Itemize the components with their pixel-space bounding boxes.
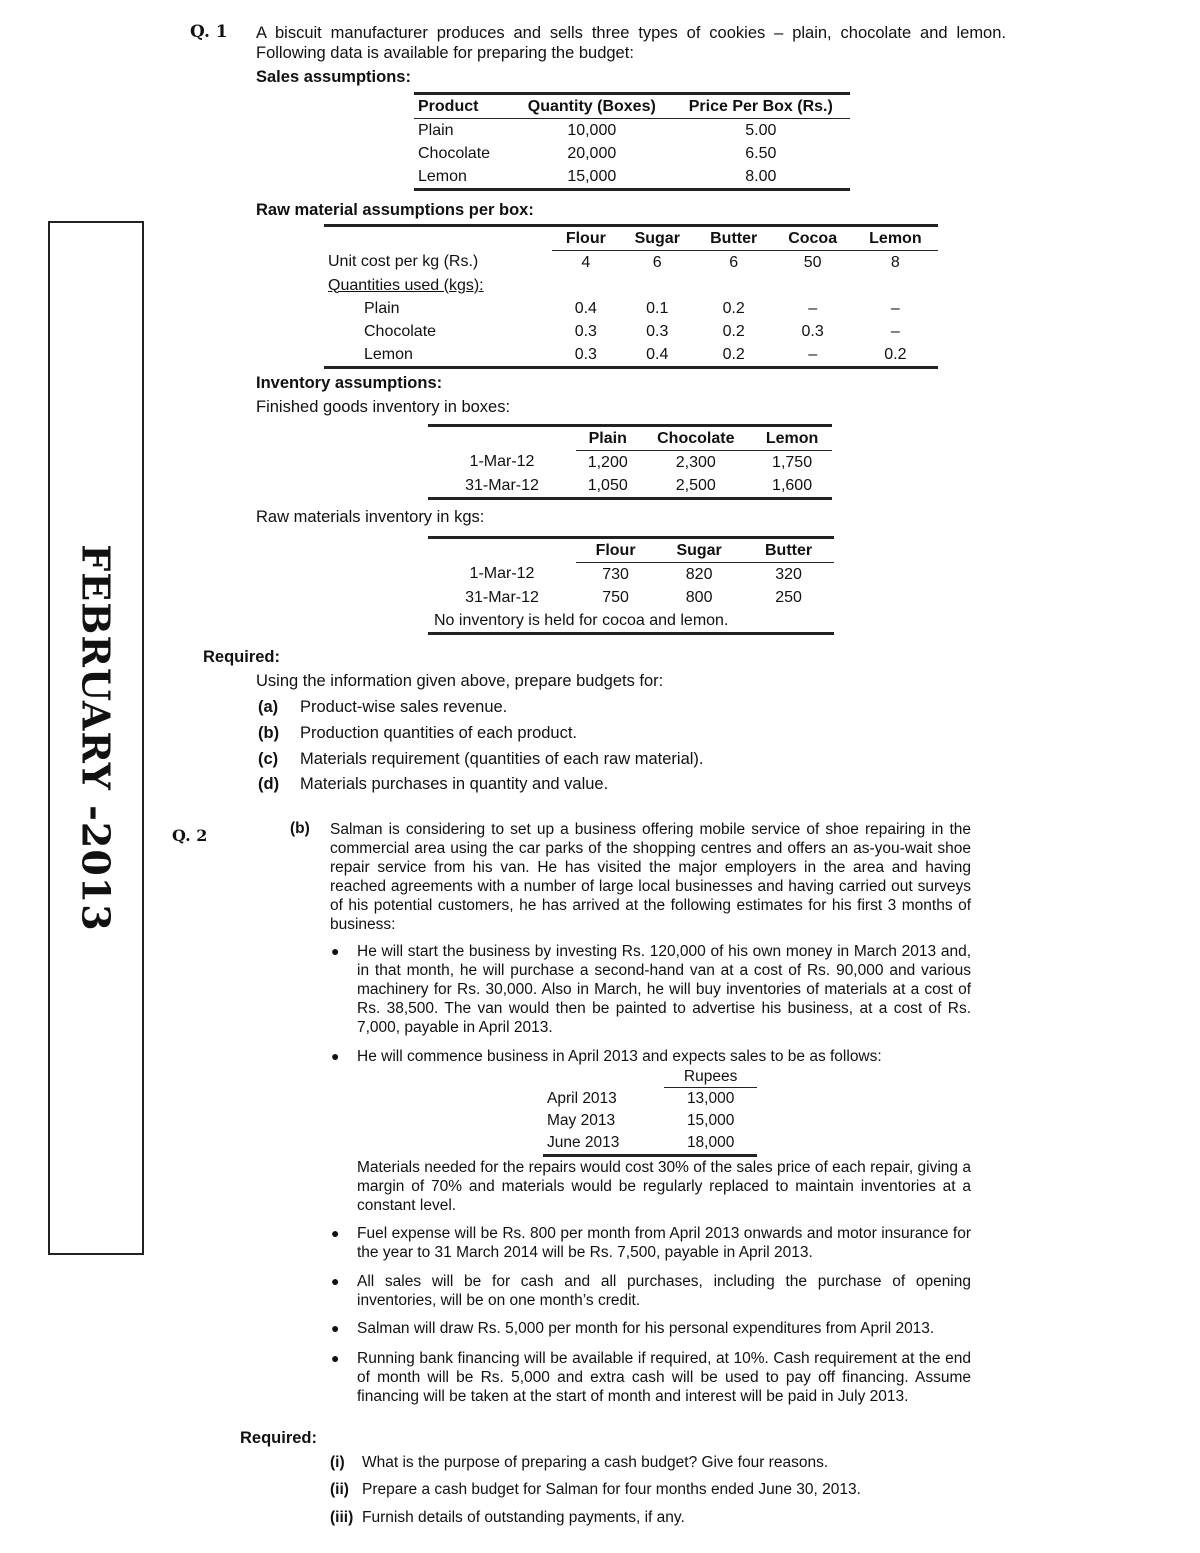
table-cell: 0.3 xyxy=(646,322,669,340)
q2-req-label-ii: (ii) xyxy=(330,1481,349,1498)
raw-materials-inventory-table xyxy=(428,536,834,635)
monthly-sales-table xyxy=(543,1067,757,1157)
q2-bullet-6: Running bank financing will be available if required, at 10%. Cash requirement at the end of month will be Rs. 5,000 and extra cash will be used to pay off financing. Assume financing will be taken at the start of month and interest will be paid in July 2013. xyxy=(357,1350,971,1405)
q2-req-text-iii: Furnish details of outstanding payments, if any. xyxy=(362,1509,685,1526)
table-cell: 2,500 xyxy=(675,476,716,494)
q1-inventory-heading: Inventory assumptions: xyxy=(256,374,443,392)
q1-required-intro: Using the information given above, prepare budgets for: xyxy=(256,672,664,690)
q1-req-label-d: (d) xyxy=(258,775,280,793)
table-cell: – xyxy=(808,345,818,363)
raw-col-cocoa: Cocoa xyxy=(773,226,853,251)
table-cell: 0.2 xyxy=(722,322,745,340)
table-cell: Plain xyxy=(364,299,400,317)
table-cell: 0.2 xyxy=(884,345,907,363)
table-cell: June 2013 xyxy=(547,1134,620,1151)
table-cell: 8.00 xyxy=(745,167,777,185)
bullet-icon: ● xyxy=(331,1048,340,1064)
sales-col-price: Price Per Box (Rs.) xyxy=(672,94,850,119)
side-label-box xyxy=(48,221,144,1255)
table-cell: 750 xyxy=(602,588,629,606)
q2-bullet-5: Salman will draw Rs. 5,000 per month for his personal expenditures from April 2013. xyxy=(357,1320,935,1337)
bullet-icon: ● xyxy=(331,1350,340,1366)
table-cell: Lemon xyxy=(364,345,413,363)
table-cell: 0.1 xyxy=(646,299,669,317)
fg-col-plain: Plain xyxy=(576,426,639,451)
q2-req-text-ii: Prepare a cash budget for Salman for four months ended June 30, 2013. xyxy=(362,1481,861,1498)
table-cell: 5.00 xyxy=(745,121,777,139)
table-row xyxy=(414,119,850,143)
table-row xyxy=(324,343,938,368)
table-row xyxy=(428,609,834,634)
q1-required-heading: Required: xyxy=(203,648,281,666)
raw-col-blank xyxy=(324,226,552,251)
table-cell: Plain xyxy=(418,121,454,139)
table-row xyxy=(414,165,850,190)
table-cell: 18,000 xyxy=(686,1134,735,1151)
table-cell: 20,000 xyxy=(567,144,617,162)
side-label: FEBRUARY -2013 xyxy=(73,544,119,932)
table-cell: May 2013 xyxy=(547,1112,616,1129)
table-cell: 31-Mar-12 xyxy=(465,588,539,606)
q1-fg-label: Finished goods inventory in boxes: xyxy=(256,398,511,416)
table-cell: 6 xyxy=(652,253,662,271)
q1-req-text-d: Materials purchases in quantity and value. xyxy=(300,775,609,793)
q2-bullet-1: He will start the business by investing Rs. 120,000 of his own money in March 2013 and, in that month, he will purchase a second-hand van at a cost of Rs. 90,000 and various machinery for Rs. 30,000. Also in March, he will buy inventories of materials at a cost of Rs. 38,500. The van would then be painted to advertise his business, at a cost of Rs. 7,000, payable in April 2013. xyxy=(357,943,971,1036)
q2-intro: Salman is considering to set up a business offering mobile service of shoe repairing in the commercial area using the car parks of the shopping centres and offers an as-you-wait shoe repair service from his van. He has visited the major employers in the area and having reached agreements with a number of large local businesses and having carried out surveys of his potential customers, he has arrived at the following estimates for his first 3 months of business: xyxy=(330,821,971,933)
table-cell: Chocolate xyxy=(364,322,437,340)
table-cell: 0.3 xyxy=(801,322,824,340)
table-cell: 730 xyxy=(602,565,629,583)
unit-cost-label: Unit cost per kg (Rs.) xyxy=(328,253,479,271)
table-cell: 15,000 xyxy=(686,1112,735,1129)
table-row xyxy=(414,142,850,165)
q1-req-text-b: Production quantities of each product. xyxy=(300,724,578,742)
table-row xyxy=(324,320,938,343)
bullet-icon: ● xyxy=(331,1320,340,1336)
bullet-icon: ● xyxy=(331,1225,340,1241)
q1-req-label-a: (a) xyxy=(258,698,279,716)
q1-req-text-c: Materials requirement (quantities of each raw material). xyxy=(300,750,704,768)
q2-req-label-iii: (iii) xyxy=(330,1509,354,1526)
table-cell: 0.2 xyxy=(722,345,745,363)
table-cell: 4 xyxy=(581,253,591,271)
table-cell: 0.3 xyxy=(574,322,597,340)
sales-table xyxy=(414,92,850,191)
rm-note: No inventory is held for cocoa and lemon. xyxy=(434,611,729,629)
table-cell: 0.4 xyxy=(646,345,669,363)
table-cell: 320 xyxy=(775,565,802,583)
table-row xyxy=(428,474,832,499)
table-cell: 31-Mar-12 xyxy=(465,476,539,494)
table-cell: 800 xyxy=(685,588,713,606)
fg-col-lemon: Lemon xyxy=(752,426,832,451)
q2-required-heading: Required: xyxy=(240,1429,318,1447)
table-cell: 1,200 xyxy=(587,453,628,471)
quantities-used-label: Quantities used (kgs): xyxy=(328,276,484,294)
q1-intro: A biscuit manufacturer produces and sells three types of cookies – plain, chocolate and lemon. Following data is available for preparing the budget: xyxy=(256,24,1006,62)
ms-col-rupees: Rupees xyxy=(664,1067,757,1088)
raw-col-flour: Flour xyxy=(552,226,620,251)
raw-col-lemon: Lemon xyxy=(853,226,938,251)
q1-raw-heading: Raw material assumptions per box: xyxy=(256,201,534,219)
fg-col-chocolate: Chocolate xyxy=(639,426,752,451)
rm-col-butter: Butter xyxy=(743,538,834,563)
table-cell: 1,750 xyxy=(772,453,813,471)
q1-req-label-c: (c) xyxy=(258,750,279,768)
table-cell: 0.3 xyxy=(574,345,597,363)
raw-col-butter: Butter xyxy=(695,226,773,251)
bullet-icon: ● xyxy=(331,943,340,959)
q1-sales-heading: Sales assumptions: xyxy=(256,68,411,86)
q2-req-label-i: (i) xyxy=(330,1454,345,1471)
table-cell: 8 xyxy=(890,253,900,271)
table-row xyxy=(324,297,938,320)
table-cell: 13,000 xyxy=(686,1090,735,1107)
q2-bullet-4: All sales will be for cash and all purchases, including the purchase of opening inventories, will be on one month’s credit. xyxy=(357,1273,971,1309)
table-row xyxy=(543,1110,757,1132)
table-cell: April 2013 xyxy=(547,1089,617,1107)
table-cell: 1-Mar-12 xyxy=(469,453,535,471)
table-cell: 1-Mar-12 xyxy=(469,565,535,583)
table-cell: – xyxy=(890,299,900,317)
table-cell: – xyxy=(890,322,900,340)
q2-part-label: (b) xyxy=(290,820,310,837)
raw-col-sugar: Sugar xyxy=(620,226,695,251)
table-cell: 1,600 xyxy=(772,476,813,494)
q1-number: Q. 1 xyxy=(190,22,228,42)
table-row xyxy=(428,451,832,475)
finished-goods-table xyxy=(428,424,832,500)
raw-material-table xyxy=(324,224,938,369)
q2-bullet-3: Fuel expense will be Rs. 800 per month from April 2013 onwards and motor insurance for the year to 31 March 2014 will be Rs. 7,500, payable in April 2013. xyxy=(357,1225,971,1261)
table-cell: 1,050 xyxy=(587,476,628,494)
fg-col-blank xyxy=(428,426,576,451)
table-row xyxy=(543,1132,757,1156)
rm-col-blank xyxy=(428,538,576,563)
q2-number: Q. 2 xyxy=(172,826,208,845)
table-cell: 10,000 xyxy=(567,121,617,139)
table-cell: 6.50 xyxy=(745,144,777,162)
q2-bullet-2: He will commence business in April 2013 and expects sales to be as follows: xyxy=(357,1048,882,1065)
table-cell: – xyxy=(808,299,818,317)
table-cell: 250 xyxy=(775,588,802,606)
q2-after-table: Materials needed for the repairs would cost 30% of the sales price of each repair, giving a margin of 70% and materials would be regularly replaced to maintain inventories at a constant level. xyxy=(357,1159,971,1214)
table-row xyxy=(324,274,938,297)
sales-col-product: Product xyxy=(414,94,512,119)
table-row xyxy=(324,251,938,275)
table-cell: 0.2 xyxy=(722,299,745,317)
ms-col-blank xyxy=(543,1067,664,1088)
table-cell: 15,000 xyxy=(567,167,617,185)
q1-rm-label: Raw materials inventory in kgs: xyxy=(256,508,485,526)
sales-col-quantity: Quantity (Boxes) xyxy=(512,94,672,119)
rm-col-flour: Flour xyxy=(576,538,655,563)
table-row xyxy=(428,563,834,587)
q2-req-text-i: What is the purpose of preparing a cash budget? Give four reasons. xyxy=(362,1454,829,1471)
table-row xyxy=(543,1088,757,1111)
table-cell: 0.4 xyxy=(574,299,597,317)
rm-col-sugar: Sugar xyxy=(655,538,743,563)
bullet-icon: ● xyxy=(331,1273,340,1289)
table-cell: Lemon xyxy=(418,167,467,185)
q1-req-text-a: Product-wise sales revenue. xyxy=(300,698,508,716)
table-cell: 2,300 xyxy=(675,453,716,471)
table-cell: 6 xyxy=(729,253,739,271)
table-cell: 50 xyxy=(803,253,822,271)
table-row xyxy=(428,586,834,609)
table-cell: 820 xyxy=(685,565,713,583)
table-cell: Chocolate xyxy=(418,144,491,162)
q1-req-label-b: (b) xyxy=(258,724,280,742)
